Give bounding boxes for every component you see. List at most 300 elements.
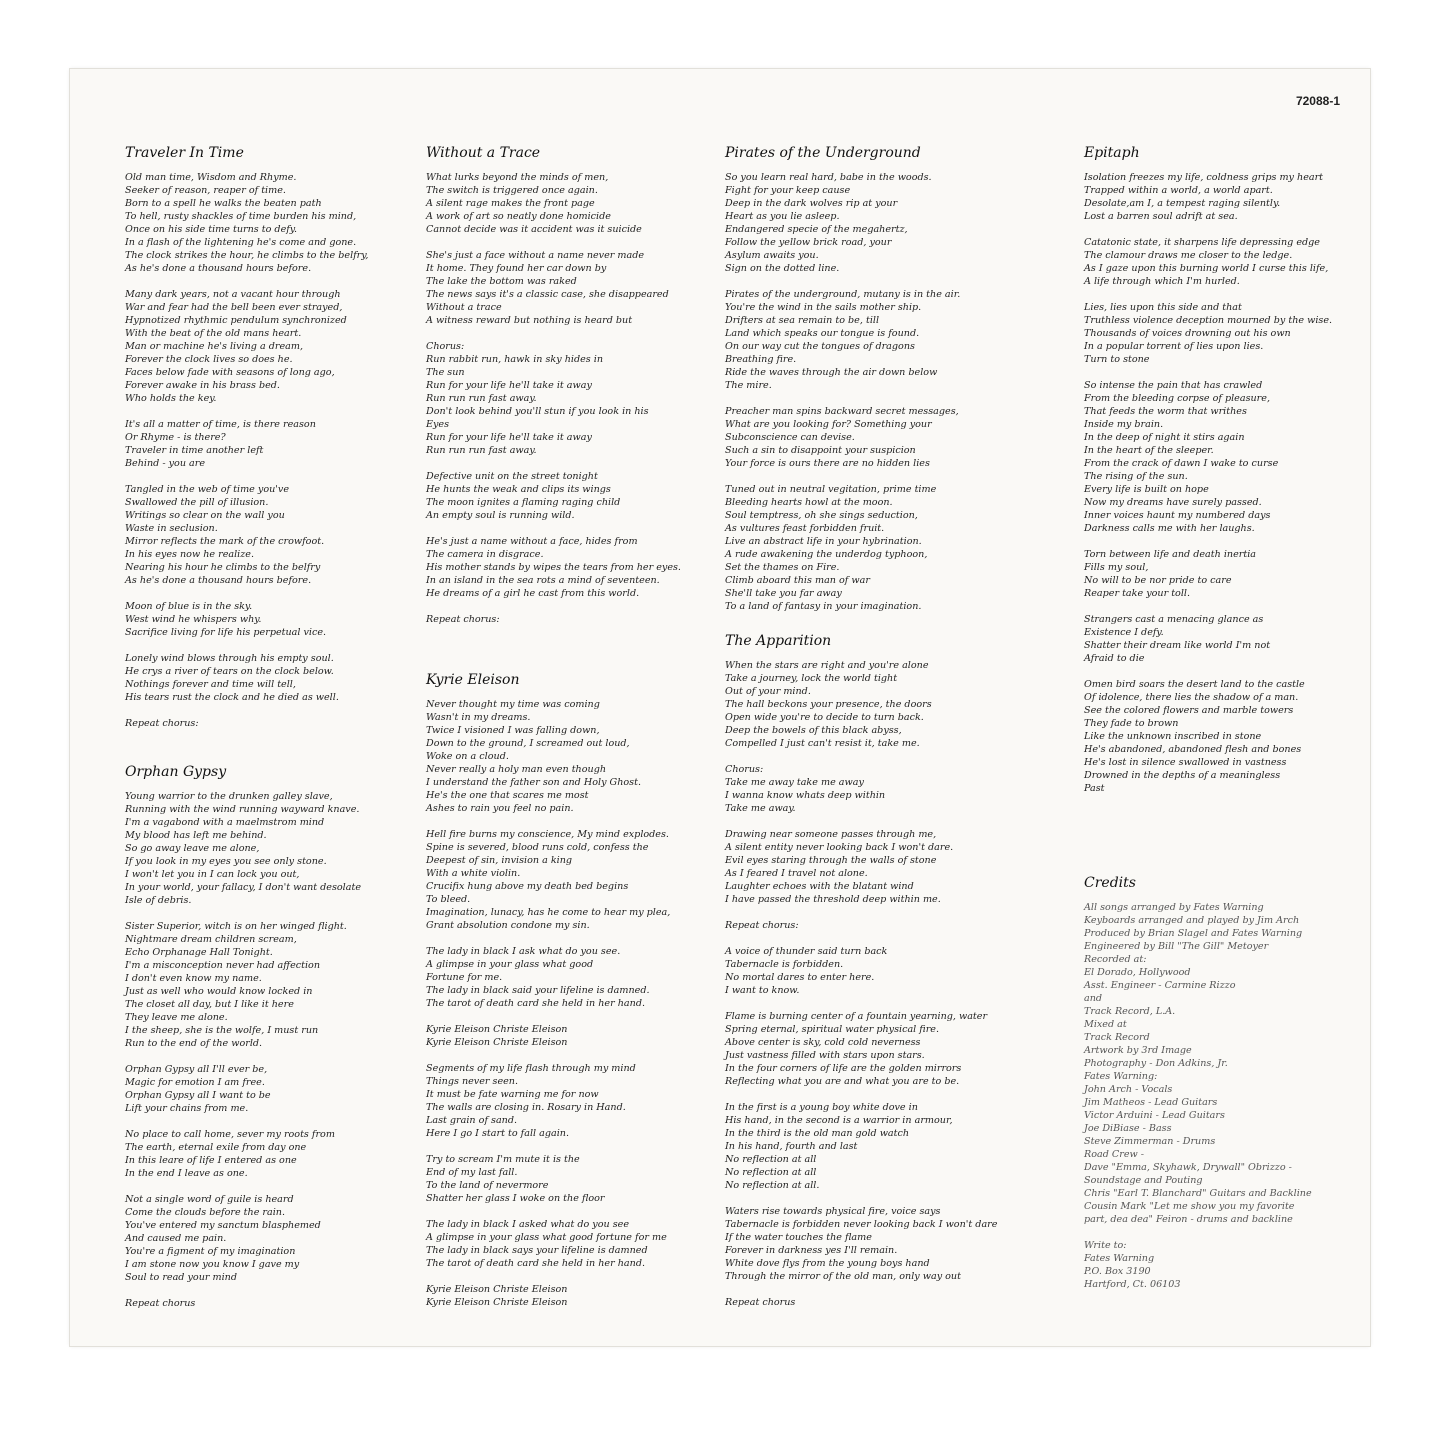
stanza: [1084, 678, 1354, 795]
lyric-line: I'm a vagabond with a maelmstrom mind: [125, 817, 325, 828]
song-traveler-in-time: [125, 145, 395, 730]
lyric-line: As he's done a thousand hours before.: [125, 263, 312, 274]
lyric-line: No reflection at all.: [725, 1180, 820, 1191]
stanza: [426, 945, 696, 1010]
stanza: [725, 919, 995, 932]
lyric-line: In your world, your fallacy, I don't want desolate: [125, 882, 361, 893]
lyric-line: Kyrie Eleison Christe Eleison: [426, 1037, 568, 1048]
lyric-line: The tarot of death card she held in her hand.: [426, 998, 646, 1009]
lyric-line: Endangered specie of the megahertz,: [725, 224, 908, 235]
stanza: [725, 483, 995, 613]
lyric-line: Old man time, Wisdom and Rhyme.: [125, 172, 297, 183]
lyric-line: The lake the bottom was raked: [426, 276, 577, 287]
lyric-line: It must be fate warning me for now: [426, 1089, 599, 1100]
lyric-line: Soundstage and Pouting: [1084, 1175, 1203, 1186]
lyric-line: Run run run fast away.: [426, 393, 537, 404]
stanza: [1084, 301, 1354, 366]
lyric-line: Produced by Brian Slagel and Fates Warning: [1084, 928, 1303, 939]
lyric-line: Wasn't in my dreams.: [426, 712, 531, 723]
lyric-line: Without a trace: [426, 302, 502, 313]
lyric-line: Traveler in time another left: [125, 445, 264, 456]
lyric-line: When the stars are right and you're alone: [725, 660, 929, 671]
lyric-line: Tangled in the web of time you've: [125, 484, 290, 495]
lyric-line: Deep in the dark wolves rip at your: [725, 198, 898, 209]
lyric-line: Cannot decide was it accident was it suicide: [426, 224, 642, 235]
lyric-line: Hartford, Ct. 06103: [1084, 1279, 1181, 1290]
lyric-line: Orphan Gypsy all I'll ever be,: [125, 1064, 268, 1075]
lyric-line: You're the wind in the sails mother ship.: [725, 302, 922, 313]
stanza: [426, 1062, 696, 1140]
lyric-line: Lost a barren soul adrift at sea.: [1084, 211, 1238, 222]
lyric-line: Climb aboard this man of war: [725, 575, 870, 586]
lyric-line: Run rabbit run, hawk in sky hides in: [426, 354, 603, 365]
lyric-line: Fortune for me.: [426, 972, 503, 983]
lyric-line: I have passed the threshold deep within me.: [725, 894, 941, 905]
lyric-line: So go away leave me alone,: [125, 843, 260, 854]
lyric-line: Seeker of reason, reaper of time.: [125, 185, 286, 196]
lyric-line: I'm a misconception never had affection: [125, 960, 321, 971]
lyric-line: Behind - you are: [125, 458, 206, 469]
lyric-line: Run run run fast away.: [426, 445, 537, 456]
stanza: [1084, 901, 1354, 1226]
lyric-line: Catatonic state, it sharpens life depressing edge: [1084, 237, 1320, 248]
lyric-line: They fade to brown: [1084, 718, 1179, 729]
lyric-line: Existence I defy.: [1084, 627, 1164, 638]
lyric-line: Don't look behind you'll stun if you look in his: [426, 406, 649, 417]
lyric-line: She'll take you far away: [725, 588, 842, 599]
stanza: [725, 1296, 995, 1309]
lyric-line: Inner voices haunt my numbered days: [1084, 510, 1271, 521]
song-epitaph: [1084, 145, 1354, 795]
lyric-line: Kyrie Eleison Christe Eleison: [426, 1024, 568, 1035]
lyric-line: Hell fire burns my conscience, My mind explodes.: [426, 829, 669, 840]
lyric-line: Omen bird soars the desert land to the castle: [1084, 679, 1305, 690]
lyric-line: Ride the waves through the air down below: [725, 367, 938, 378]
lyric-line: He hunts the weak and clips its wings: [426, 484, 611, 495]
lyric-line: Recorded at:: [1084, 954, 1147, 965]
lyric-line: Kyrie Eleison Christe Eleison: [426, 1297, 568, 1308]
lyric-line: Trapped within a world, a world apart.: [1084, 185, 1273, 196]
lyric-line: The walls are closing in. Rosary in Hand.: [426, 1102, 626, 1113]
lyric-line: Land which speaks our tongue is found.: [725, 328, 920, 339]
lyric-line: From the crack of dawn I wake to curse: [1084, 458, 1279, 469]
lyric-line: He's lost in silence swallowed in vastness: [1084, 757, 1287, 768]
lyric-line: Truthless violence deception mourned by the wise.: [1084, 315, 1333, 326]
lyric-line: Never really a holy man even though: [426, 764, 607, 775]
lyric-line: Sacrifice living for life his perpetual vice.: [125, 627, 327, 638]
lyric-line: Evil eyes staring through the walls of stone: [725, 855, 937, 866]
lyric-line: With a white violin.: [426, 868, 521, 879]
lyric-line: Victor Arduini - Lead Guitars: [1084, 1110, 1225, 1121]
stanza: [725, 288, 995, 392]
lyric-line: In a popular torrent of lies upon lies.: [1084, 341, 1264, 352]
stanza: [1084, 379, 1354, 535]
lyric-line: Lies, lies upon this side and that: [1084, 302, 1242, 313]
lyric-line: Or Rhyme - is there?: [125, 432, 226, 443]
lyric-line: Repeat chorus:: [125, 718, 199, 729]
lyric-line: Woke on a cloud.: [426, 751, 509, 762]
stanza: [125, 1128, 395, 1180]
lyric-line: Now my dreams have surely passed.: [1084, 497, 1262, 508]
lyric-line: The sun: [426, 367, 465, 378]
stanza: [426, 171, 696, 236]
lyric-line: Drawing near someone passes through me,: [725, 829, 937, 840]
lyric-line: So you learn real hard, babe in the woods.: [725, 172, 932, 183]
lyric-line: Waste in seclusion.: [125, 523, 218, 534]
lyric-line: Faces below fade with seasons of long ago,: [125, 367, 335, 378]
lyric-line: Run for your life he'll take it away: [426, 380, 592, 391]
lyric-line: Of idolence, there lies the shadow of a man.: [1084, 692, 1299, 703]
lyric-line: Nearing his hour he climbs to the belfry: [125, 562, 321, 573]
stanza: [426, 1218, 696, 1270]
lyric-line: Chorus:: [426, 341, 465, 352]
lyric-line: Once on his side time turns to defy.: [125, 224, 297, 235]
lyric-line: The switch is triggered once again.: [426, 185, 598, 196]
lyric-line: A rude awakening the underdog typhoon,: [725, 549, 928, 560]
lyric-line: And caused me pain.: [125, 1233, 227, 1244]
lyric-line: Laughter echoes with the blatant wind: [725, 881, 914, 892]
lyric-line: The mire.: [725, 380, 772, 391]
stanza: [125, 920, 395, 1050]
lyric-line: I the sheep, she is the wolfe, I must run: [125, 1025, 319, 1036]
lyric-line: He dreams of a girl he cast from this world.: [426, 588, 640, 599]
lyric-line: Repeat chorus:: [725, 920, 799, 931]
lyric-line: Spring eternal, spiritual water physical fire.: [725, 1024, 940, 1035]
lyric-line: Desolate,am I, a tempest raging silently.: [1084, 198, 1281, 209]
lyric-line: A glimpse in your glass what good: [426, 959, 594, 970]
stanza: [725, 659, 995, 750]
stanza: [725, 405, 995, 470]
lyric-line: In a flash of the lightening he's come and gone.: [125, 237, 357, 248]
lyric-line: All songs arranged by Fates Warning: [1084, 902, 1264, 913]
stanza: [125, 717, 395, 730]
stanza: [426, 1023, 696, 1049]
stanza: [1084, 171, 1354, 223]
lyric-line: Orphan Gypsy all I want to be: [125, 1090, 271, 1101]
lyric-line: Things never seen.: [426, 1076, 519, 1087]
lyric-line: The clock strikes the hour, he climbs to the belfry,: [125, 250, 369, 261]
column-3: [725, 145, 998, 1322]
lyric-line: Such a sin to disappoint your suspicion: [725, 445, 916, 456]
lyric-line: I am stone now you know I gave my: [125, 1259, 300, 1270]
column-2: [426, 145, 696, 1322]
lyric-line: On our way cut the tongues of dragons: [725, 341, 915, 352]
stanza: [125, 1193, 395, 1284]
lyric-line: War and fear had the bell been ever strayed,: [125, 302, 343, 313]
lyric-line: The tarot of death card she held in her hand.: [426, 1258, 646, 1269]
lyric-line: As he's done a thousand hours before.: [125, 575, 312, 586]
lyric-line: Drifters at sea remain to be, till: [725, 315, 880, 326]
stanza: [725, 1101, 995, 1192]
lyric-line: Run to the end of the world.: [125, 1038, 263, 1049]
lyric-line: Come the clouds before the rain.: [125, 1207, 286, 1218]
lyric-line: He's the one that scares me most: [426, 790, 589, 801]
lyric-line: Out of your mind.: [725, 686, 811, 697]
lyric-line: Soul temptress, oh she sings seduction,: [725, 510, 918, 521]
song-title: Kyrie Eleison: [426, 672, 520, 688]
lyric-line: He's just a name without a face, hides from: [426, 536, 638, 547]
lyric-line: Hypnotized rhythmic pendulum synchronized: [125, 315, 347, 326]
lyric-line: So intense the pain that has crawled: [1084, 380, 1263, 391]
lyric-line: Isle of debris.: [125, 895, 192, 906]
lyric-line: Ashes to rain you feel no pain.: [426, 803, 574, 814]
lyric-line: Isolation freezes my life, coldness grips my heart: [1084, 172, 1324, 183]
song-the-apparition: [725, 633, 998, 1309]
lyric-line: Every life is built on hope: [1084, 484, 1209, 495]
lyric-line: The rising of the sun.: [1084, 471, 1188, 482]
stanza: [725, 763, 995, 815]
lyric-line: Fates Warning:: [1084, 1071, 1158, 1082]
lyric-line: To hell, rusty shackles of time burden his mind,: [125, 211, 357, 222]
lyric-line: Pirates of the underground, mutany is in the air.: [725, 289, 961, 300]
lyric-line: He's abandoned, abandoned flesh and bones: [1084, 744, 1302, 755]
stanza: [426, 470, 696, 522]
credits: [1084, 875, 1354, 1291]
lyric-line: Track Record, L.A.: [1084, 1006, 1176, 1017]
lyric-line: Sign on the dotted line.: [725, 263, 840, 274]
lyric-line: It home. They found her car down by: [426, 263, 607, 274]
lyric-line: White dove flys from the young boys hand: [725, 1258, 930, 1269]
lyric-line: It's all a matter of time, is there reason: [125, 419, 316, 430]
song-title: Epitaph: [1084, 145, 1140, 161]
lyric-line: The lady in black I asked what do you see: [426, 1219, 630, 1230]
lyric-line: With the beat of the old mans heart.: [125, 328, 302, 339]
lyric-line: My blood has left me behind.: [125, 830, 267, 841]
lyric-line: Repeat chorus: [725, 1297, 796, 1308]
lyric-line: Inside my brain.: [1084, 419, 1164, 430]
stanza: [426, 828, 696, 932]
stanza: [125, 418, 395, 470]
lyric-line: A silent entity never looking back I won't dare.: [725, 842, 954, 853]
lyric-line: To the land of nevermore: [426, 1180, 549, 1191]
lyric-line: Forever in darkness yes I'll remain.: [725, 1245, 898, 1256]
stanza: [426, 613, 696, 626]
lyric-line: Your force is ours there are no hidden lies: [725, 458, 930, 469]
lyric-line: Writings so clear on the wall you: [125, 510, 285, 521]
lyric-line: Photography - Don Adkins, Jr.: [1084, 1058, 1228, 1069]
lyric-line: His mother stands by wipes the tears from her eyes.: [426, 562, 681, 573]
lyric-line: In the end I leave as one.: [125, 1168, 248, 1179]
lyric-line: Reflecting what you are and what you are to be.: [725, 1076, 960, 1087]
lyric-line: They leave me alone.: [125, 1012, 228, 1023]
lyric-line: West wind he whispers why.: [125, 614, 262, 625]
lyric-line: Steve Zimmerman - Drums: [1084, 1136, 1216, 1147]
stanza: [725, 945, 995, 997]
lyric-line: El Dorado, Hollywood: [1084, 967, 1191, 978]
lyric-line: The closet all day, but I like it here: [125, 999, 294, 1010]
lyric-line: In his hand, fourth and last: [725, 1141, 858, 1152]
lyric-line: You're a figment of my imagination: [125, 1246, 296, 1257]
lyric-line: What lurks beyond the minds of men,: [426, 172, 609, 183]
lyric-line: I won't let you in I can lock you out,: [125, 869, 300, 880]
stanza: [1084, 1239, 1354, 1291]
lyric-line: No mortal dares to enter here.: [725, 972, 875, 983]
lyric-line: part, dea dea" Feiron - drums and backline: [1084, 1214, 1293, 1225]
lyric-line: No reflection at all: [725, 1167, 817, 1178]
stanza: [125, 652, 395, 704]
stanza: [125, 790, 395, 907]
lyric-line: Through the mirror of the old man, only way out: [725, 1271, 961, 1282]
lyric-line: Not a single word of guile is heard: [125, 1194, 294, 1205]
lyric-line: Above center is sky, cold cold neverness: [725, 1037, 921, 1048]
stanza: [725, 828, 995, 906]
lyric-line: A life through which I'm hurled.: [1084, 276, 1240, 287]
lyric-line: In the four corners of life are the golden mirrors: [725, 1063, 962, 1074]
lyric-sheet: [70, 69, 1370, 1346]
song-title: Pirates of the Underground: [725, 145, 921, 161]
lyric-line: Fates Warning: [1084, 1253, 1155, 1264]
lyric-line: The clamour draws me closer to the ledge.: [1084, 250, 1293, 261]
lyric-line: Tabernacle is forbidden never looking back I won't dare: [725, 1219, 998, 1230]
lyric-line: Flame is burning center of a fountain yearning, water: [725, 1011, 988, 1022]
lyric-line: Shatter her glass I woke on the floor: [426, 1193, 605, 1204]
lyric-line: and: [1084, 993, 1103, 1004]
column-1: [125, 145, 395, 1323]
lyric-line: Follow the yellow brick road, your: [725, 237, 892, 248]
lyric-line: You've entered my sanctum blasphemed: [125, 1220, 321, 1231]
lyric-line: His tears rust the clock and he died as well.: [125, 692, 339, 703]
lyric-line: In the first is a young boy white dove in: [725, 1102, 918, 1113]
lyric-line: Cousin Mark "Let me show you my favorite: [1084, 1201, 1295, 1212]
lyric-line: As I feared I travel not alone.: [725, 868, 868, 879]
lyric-line: If the water touches the flame: [725, 1232, 872, 1243]
song-title: Orphan Gypsy: [125, 764, 227, 780]
lyric-line: Soul to read your mind: [125, 1272, 237, 1283]
stanza: [125, 600, 395, 639]
lyric-line: I don't even know my name.: [125, 973, 262, 984]
stanza: [1084, 236, 1354, 288]
lyric-line: To a land of fantasy in your imagination.: [725, 601, 922, 612]
lyric-line: Fight for your keep cause: [725, 185, 851, 196]
stanza: [426, 698, 696, 815]
stanza: [125, 1297, 395, 1310]
song-without-a-trace: [426, 145, 696, 626]
lyric-line: A witness reward but nothing is heard but: [426, 315, 633, 326]
lyric-line: Imagination, lunacy, has he come to hear my plea,: [426, 907, 671, 918]
stanza: [1084, 548, 1354, 600]
lyric-line: No reflection at all: [725, 1154, 817, 1165]
lyric-line: Forever the clock lives so does he.: [125, 354, 293, 365]
lyric-line: The moon ignites a flaming raging child: [426, 497, 621, 508]
lyric-line: Afraid to die: [1084, 653, 1145, 664]
lyric-line: The camera in disgrace.: [426, 549, 544, 560]
song-title: The Apparition: [725, 633, 832, 649]
lyric-line: Down to the ground, I screamed out loud,: [426, 738, 630, 749]
lyric-line: Heart as you lie asleep.: [725, 211, 840, 222]
lyric-line: From the bleeding corpse of pleasure,: [1084, 393, 1270, 404]
lyric-line: A silent rage makes the front page: [426, 198, 595, 209]
lyric-line: Magic for emotion I am free.: [125, 1077, 265, 1088]
lyric-line: Many dark years, not a vacant hour through: [125, 289, 341, 300]
lyric-line: Repeat chorus: [125, 1298, 196, 1309]
song-title: Credits: [1084, 875, 1136, 891]
lyric-line: Track Record: [1084, 1032, 1150, 1043]
lyric-line: That feeds the worm that writhes: [1084, 406, 1247, 417]
lyric-line: A work of art so neatly done homicide: [426, 211, 611, 222]
stanza: [426, 1153, 696, 1205]
lyric-line: Man or machine he's living a dream,: [125, 341, 304, 352]
lyric-line: Lift your chains from me.: [125, 1103, 249, 1114]
lyric-line: No will to be nor pride to care: [1084, 575, 1232, 586]
song-title: Without a Trace: [426, 145, 541, 161]
lyric-line: Repeat chorus:: [426, 614, 500, 625]
stanza: [125, 1063, 395, 1115]
lyric-line: Live an abstract life in your hybrination.: [725, 536, 922, 547]
lyric-line: His hand, in the second is a warrior in armour,: [725, 1115, 953, 1126]
lyric-line: I want to know.: [725, 985, 800, 996]
lyric-line: In this leare of life I entered as one: [125, 1155, 297, 1166]
lyric-line: No place to call home, sever my roots from: [125, 1129, 335, 1140]
lyric-line: Never thought my time was coming: [426, 699, 600, 710]
stanza: [426, 340, 696, 457]
lyric-line: Set the thames on Fire.: [725, 562, 840, 573]
lyric-line: Reaper take your toll.: [1084, 588, 1191, 599]
lyric-line: Chorus:: [725, 764, 764, 775]
lyric-line: Waters rise towards physical fire, voice says: [725, 1206, 941, 1217]
lyric-line: Grant absolution condone my sin.: [426, 920, 590, 931]
lyric-line: Take me away.: [725, 803, 796, 814]
lyric-line: Strangers cast a menacing glance as: [1084, 614, 1264, 625]
stanza: [125, 483, 395, 587]
lyric-line: Asylum awaits you.: [725, 250, 819, 261]
lyric-line: Moon of blue is in the sky.: [125, 601, 253, 612]
lyric-line: Here I go I start to fall again.: [426, 1128, 570, 1139]
lyric-line: Subconscience can devise.: [725, 432, 855, 443]
lyric-line: End of my last fall.: [426, 1167, 518, 1178]
lyric-line: Forever awake in his brass bed.: [125, 380, 280, 391]
lyric-line: I wanna know whats deep within: [725, 790, 886, 801]
stanza: [1084, 613, 1354, 665]
lyric-line: Asst. Engineer - Carmine Rizzo: [1084, 980, 1236, 991]
lyric-line: Sister Superior, witch is on her winged flight.: [125, 921, 347, 932]
lyric-line: The lady in black says your lifeline is damned: [426, 1245, 648, 1256]
lyric-line: A glimpse in your glass what good fortune for me: [426, 1232, 667, 1243]
song-orphan-gypsy: [125, 764, 395, 1310]
lyric-line: Who holds the key.: [125, 393, 217, 404]
lyric-line: Lonely wind blows through his empty soul.: [125, 653, 334, 664]
lyric-line: Shatter their dream like world I'm not: [1084, 640, 1271, 651]
lyric-line: Last grain of sand.: [426, 1115, 518, 1126]
lyric-line: Chris "Earl T. Blanchard" Guitars and Backline: [1084, 1188, 1312, 1199]
lyric-line: See the colored flowers and marble towers: [1084, 705, 1294, 716]
lyric-line: Try to scream I'm mute it is the: [426, 1154, 580, 1165]
column-4: [1084, 145, 1354, 1304]
stanza: [426, 249, 696, 327]
lyric-line: Breathing fire.: [725, 354, 797, 365]
lyric-line: Joe DiBiase - Bass: [1084, 1123, 1172, 1134]
lyric-line: He crys a river of tears on the clock below.: [125, 666, 334, 677]
lyric-line: Road Crew -: [1084, 1149, 1145, 1160]
lyric-line: To bleed.: [426, 894, 471, 905]
lyric-line: Eyes: [426, 419, 450, 430]
lyric-line: An empty soul is running wild.: [426, 510, 575, 521]
lyric-line: Take me away take me away: [725, 777, 864, 788]
lyric-line: Open wide you're to decide to turn back.: [725, 712, 924, 723]
lyric-line: Artwork by 3rd Image: [1084, 1045, 1192, 1056]
lyric-line: In the deep of night it stirs again: [1084, 432, 1245, 443]
lyric-line: Deepest of sin, invision a king: [426, 855, 573, 866]
lyric-line: As I gaze upon this burning world I curse this life,: [1084, 263, 1329, 274]
lyric-line: Tabernacle is forbidden.: [725, 959, 844, 970]
song-pirates-of-the-underground: [725, 145, 995, 613]
lyric-line: Dave "Emma, Skyhawk, Drywall" Obrizzo -: [1084, 1162, 1292, 1173]
lyric-line: Twice I visioned I was falling down,: [426, 725, 600, 736]
stanza: [725, 1205, 998, 1283]
lyric-line: Bleeding hearts howl at the moon.: [725, 497, 893, 508]
catalog-number: 72088-1: [1295, 94, 1340, 108]
lyric-line: In the third is the old man gold watch: [725, 1128, 910, 1139]
lyric-line: What are you looking for? Something your: [725, 419, 932, 430]
